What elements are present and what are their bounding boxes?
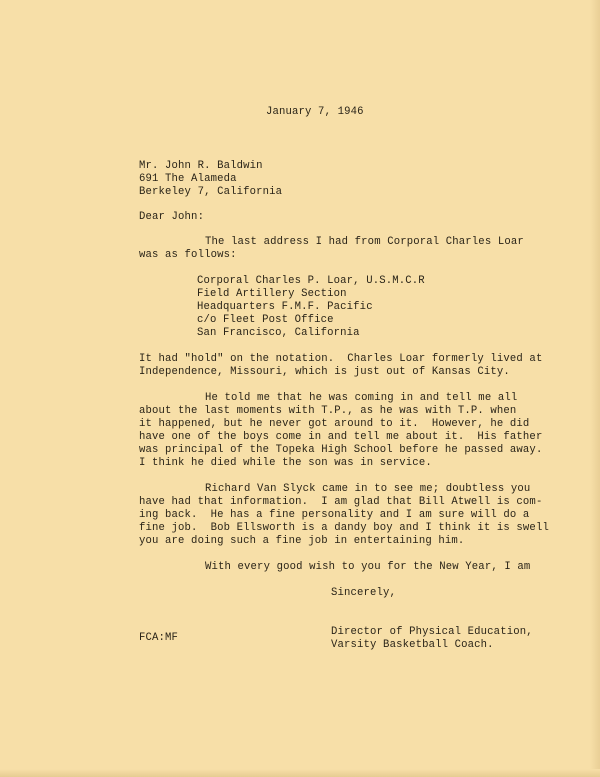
paragraph-5-line: With every good wish to you for the New Year, I am (205, 561, 531, 573)
recipient-street: 691 The Alameda (139, 173, 237, 185)
paragraph-1-line: The last address I had from Corporal Charles Loar (205, 236, 524, 248)
paragraph-3-line: He told me that he was coming in and tell me all (205, 392, 518, 404)
recipient-name: Mr. John R. Baldwin (139, 160, 263, 172)
paragraph-3-line: it happened, but he never got around to it. However, he did (139, 418, 530, 430)
paragraph-4-line: have had that information. I am glad that Bill Atwell is com- (139, 496, 543, 508)
address-block-line: c/o Fleet Post Office (197, 314, 334, 326)
address-block-line: Corporal Charles P. Loar, U.S.M.C.R (197, 275, 425, 287)
letter-date: January 7, 1946 (266, 106, 364, 118)
address-block-line: San Francisco, California (197, 327, 360, 339)
paragraph-3-line: have one of the boys come in and tell me about it. His father (139, 431, 543, 443)
signature-title-line: Varsity Basketball Coach. (331, 639, 494, 651)
paragraph-3-line: I think he died while the son was in service. (139, 457, 432, 469)
paragraph-3-line: was principal of the Topeka High School before he passed away. (139, 444, 543, 456)
signature-title-line: Director of Physical Education, (331, 626, 533, 638)
paragraph-1-line: was as follows: (139, 249, 237, 261)
typist-initials: FCA:MF (139, 632, 179, 644)
page-bottom-shadow (0, 769, 600, 777)
paragraph-2-line: Independence, Missouri, which is just out of Kansas City. (139, 366, 510, 378)
address-block-line: Field Artillery Section (197, 288, 347, 300)
paragraph-2-line: It had "hold" on the notation. Charles Loar formerly lived at (139, 353, 543, 365)
paragraph-4-line: ing back. He has a fine personality and I am sure will do a (139, 509, 530, 521)
recipient-city: Berkeley 7, California (139, 186, 283, 198)
page-edge-shadow (590, 0, 600, 777)
paragraph-4-line: you are doing such a fine job in entertaining him. (139, 535, 465, 547)
paragraph-4-line: Richard Van Slyck came in to see me; doubtless you (205, 483, 531, 495)
closing: Sincerely, (331, 587, 397, 599)
paragraph-4-line: fine job. Bob Ellsworth is a dandy boy and I think it is swell (139, 522, 549, 534)
salutation: Dear John: (139, 211, 205, 223)
address-block-line: Headquarters F.M.F. Pacific (197, 301, 373, 313)
paragraph-3-line: about the last moments with T.P., as he was with T.P. when (139, 405, 517, 417)
